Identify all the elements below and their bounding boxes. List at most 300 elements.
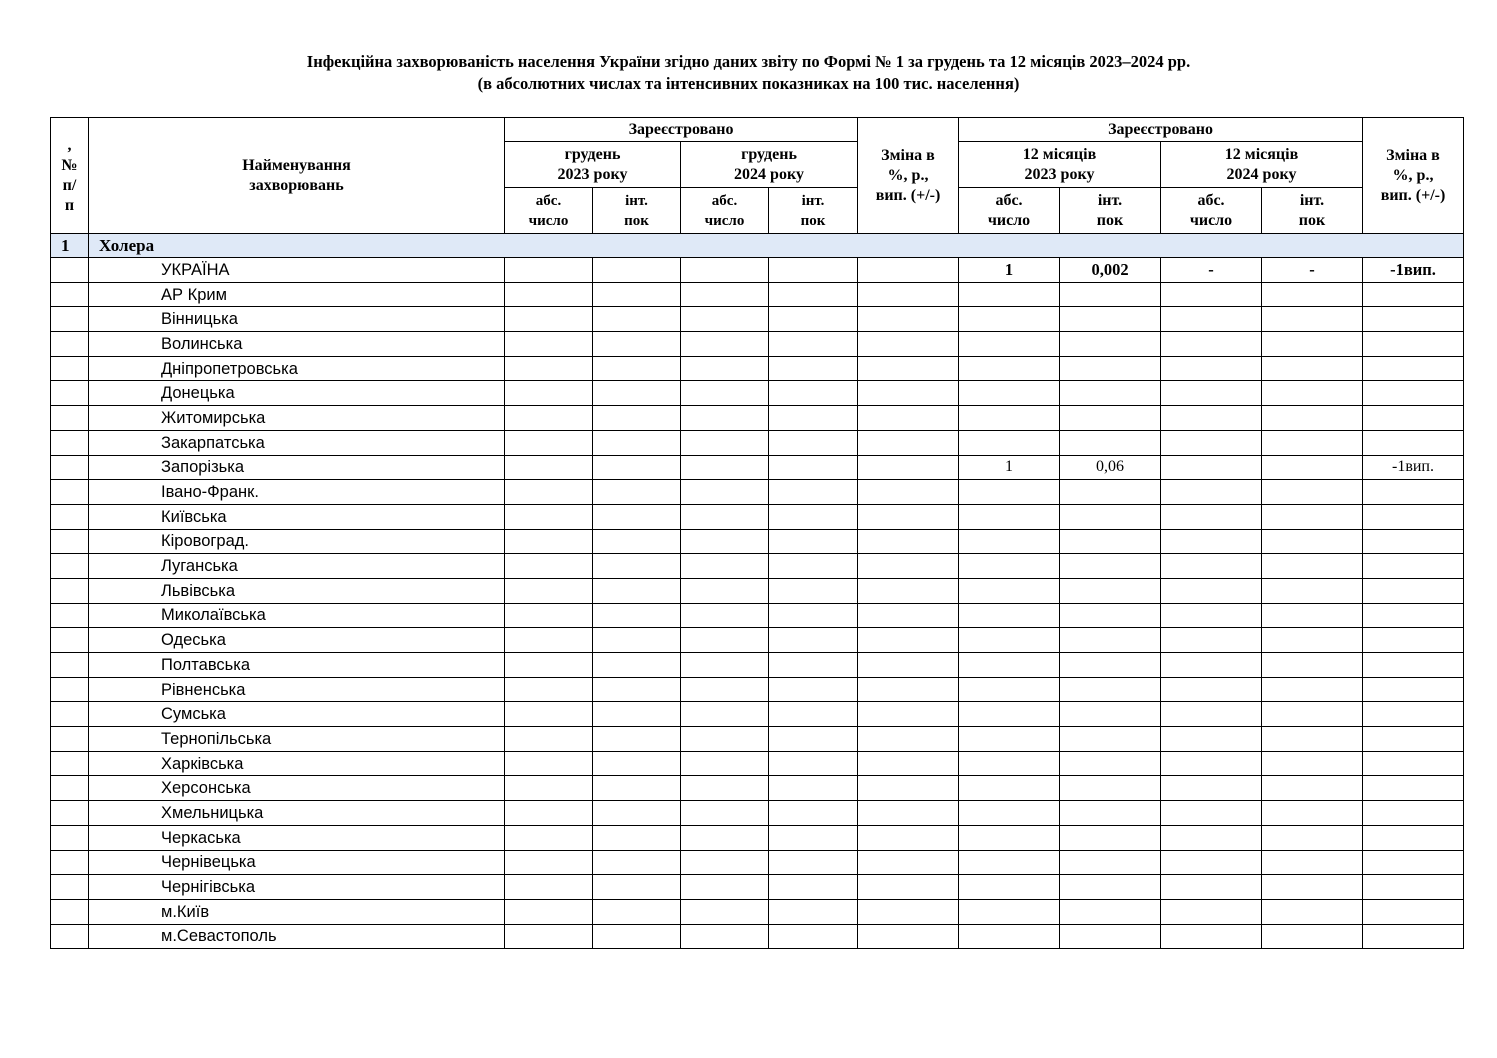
cell-y24i	[1262, 332, 1363, 357]
cell-d23a	[505, 677, 593, 702]
header-abs: абс. число	[1161, 188, 1262, 234]
cell-y23a	[959, 924, 1060, 949]
header-12m-2023: 12 місяців 2023 року	[959, 142, 1161, 188]
cell-d23a	[505, 899, 593, 924]
table-row	[51, 455, 1464, 480]
table-row	[51, 504, 1464, 529]
row-number-cell	[51, 776, 89, 801]
region-name: Івано-Франк.	[89, 480, 505, 505]
cell-y23i	[1060, 850, 1161, 875]
cell-dch	[858, 282, 959, 307]
header-12m-2024: 12 місяців 2024 року	[1161, 142, 1363, 188]
cell-y24i	[1262, 529, 1363, 554]
header-change-december: Зміна в %, р., вип. (+/-)	[858, 118, 959, 234]
cell-d23a	[505, 653, 593, 678]
cell-dch	[858, 529, 959, 554]
row-number-cell	[51, 751, 89, 776]
cell-d24i	[769, 554, 858, 579]
cell-y24a	[1161, 430, 1262, 455]
cell-d24a	[681, 603, 769, 628]
cell-d23i	[593, 554, 681, 579]
region-name: УКРАЇНА	[89, 258, 505, 283]
cell-d23a	[505, 406, 593, 431]
cell-d24a	[681, 504, 769, 529]
region-name: Харківська	[89, 751, 505, 776]
header-abs: абс. число	[959, 188, 1060, 234]
cell-y23i	[1060, 801, 1161, 826]
cell-y24i	[1262, 455, 1363, 480]
cell-d23i	[593, 653, 681, 678]
cell-ych	[1363, 751, 1464, 776]
table-row	[51, 529, 1464, 554]
cell-y23a	[959, 554, 1060, 579]
cell-d23i	[593, 282, 681, 307]
cell-d24a	[681, 455, 769, 480]
cell-y24a: -	[1161, 258, 1262, 283]
cell-y24a	[1161, 554, 1262, 579]
cell-ych	[1363, 677, 1464, 702]
cell-ych	[1363, 307, 1464, 332]
cell-d24a	[681, 356, 769, 381]
cell-ych	[1363, 727, 1464, 752]
cell-d24i	[769, 603, 858, 628]
row-number-cell	[51, 381, 89, 406]
table-row	[51, 480, 1464, 505]
region-name: Запорізька	[89, 455, 505, 480]
header-abs: абс. число	[681, 188, 769, 234]
cell-dch	[858, 381, 959, 406]
region-name: Тернопільська	[89, 727, 505, 752]
region-name: Львівська	[89, 578, 505, 603]
cell-d23i	[593, 702, 681, 727]
cell-d24a	[681, 307, 769, 332]
cell-d23i	[593, 406, 681, 431]
cell-d24a	[681, 480, 769, 505]
cell-y23a	[959, 480, 1060, 505]
region-name: Луганська	[89, 554, 505, 579]
cell-d24i	[769, 455, 858, 480]
cell-dch	[858, 875, 959, 900]
cell-y23a: 1	[959, 258, 1060, 283]
cell-y24a	[1161, 332, 1262, 357]
region-name: Київська	[89, 504, 505, 529]
header-registered-december: Зареєстровано	[505, 118, 858, 142]
cell-y23i	[1060, 628, 1161, 653]
cell-y23a	[959, 727, 1060, 752]
table-row	[51, 628, 1464, 653]
cell-y24a	[1161, 356, 1262, 381]
cell-y24i	[1262, 603, 1363, 628]
header-int: інт. пок	[769, 188, 858, 234]
cell-y24a	[1161, 899, 1262, 924]
cell-d23a	[505, 480, 593, 505]
cell-dch	[858, 603, 959, 628]
table-header	[51, 118, 1464, 234]
cell-ych	[1363, 381, 1464, 406]
cell-y23a	[959, 529, 1060, 554]
row-number-cell	[51, 578, 89, 603]
cell-d23i	[593, 356, 681, 381]
cell-d23a	[505, 455, 593, 480]
cell-y24i	[1262, 776, 1363, 801]
cell-d24i	[769, 282, 858, 307]
cell-d23a	[505, 258, 593, 283]
cell-d23a	[505, 381, 593, 406]
header-int: інт. пок	[1262, 188, 1363, 234]
cell-dch	[858, 480, 959, 505]
morbidity-table	[50, 117, 1464, 949]
cell-d24a	[681, 875, 769, 900]
table-row	[51, 850, 1464, 875]
table-row	[51, 875, 1464, 900]
cell-y23i	[1060, 529, 1161, 554]
row-number-cell	[51, 480, 89, 505]
cell-y24a	[1161, 455, 1262, 480]
region-name: Черкаська	[89, 825, 505, 850]
cell-d23i	[593, 677, 681, 702]
cell-d23i	[593, 480, 681, 505]
cell-y23a	[959, 751, 1060, 776]
table-row	[51, 356, 1464, 381]
cell-dch	[858, 578, 959, 603]
report-title	[0, 51, 1497, 95]
cell-ych	[1363, 282, 1464, 307]
cell-y23a	[959, 702, 1060, 727]
cell-dch	[858, 504, 959, 529]
cell-dch	[858, 455, 959, 480]
cell-d23a	[505, 702, 593, 727]
header-dec-2023: грудень 2023 року	[505, 142, 681, 188]
region-name: Полтавська	[89, 653, 505, 678]
cell-d23a	[505, 554, 593, 579]
cell-y23i	[1060, 406, 1161, 431]
cell-d24a	[681, 653, 769, 678]
cell-y24a	[1161, 677, 1262, 702]
row-number-cell	[51, 307, 89, 332]
cell-y24i	[1262, 282, 1363, 307]
row-number-cell	[51, 258, 89, 283]
region-name: Вінницька	[89, 307, 505, 332]
cell-y23a	[959, 578, 1060, 603]
cell-ych	[1363, 776, 1464, 801]
region-name: Херсонська	[89, 776, 505, 801]
region-name: Миколаївська	[89, 603, 505, 628]
cell-y24a	[1161, 480, 1262, 505]
cell-d23i	[593, 751, 681, 776]
table-row	[51, 801, 1464, 826]
cell-y24a	[1161, 751, 1262, 776]
cell-y24a	[1161, 924, 1262, 949]
cell-dch	[858, 677, 959, 702]
cell-d24i	[769, 899, 858, 924]
cell-y24a	[1161, 875, 1262, 900]
table-row	[51, 603, 1464, 628]
cell-y23a	[959, 356, 1060, 381]
cell-d24a	[681, 727, 769, 752]
table-row	[51, 899, 1464, 924]
table-row	[51, 332, 1464, 357]
table-row	[51, 776, 1464, 801]
cell-d23i	[593, 875, 681, 900]
cell-d24a	[681, 529, 769, 554]
cell-d24a	[681, 924, 769, 949]
cell-y23i: 0,002	[1060, 258, 1161, 283]
cell-dch	[858, 702, 959, 727]
cell-d23i	[593, 899, 681, 924]
cell-y24a	[1161, 702, 1262, 727]
table-row	[51, 430, 1464, 455]
cell-y23i	[1060, 356, 1161, 381]
cell-d23i	[593, 776, 681, 801]
cell-d24a	[681, 899, 769, 924]
cell-y24i	[1262, 628, 1363, 653]
cell-dch	[858, 751, 959, 776]
row-number-cell	[51, 603, 89, 628]
cell-d24a	[681, 578, 769, 603]
cell-d23i	[593, 578, 681, 603]
table-row	[51, 307, 1464, 332]
cell-y24i	[1262, 578, 1363, 603]
cell-d24i	[769, 381, 858, 406]
cell-d23i	[593, 727, 681, 752]
cell-d24a	[681, 702, 769, 727]
cell-dch	[858, 801, 959, 826]
title-line-2: (в абсолютних числах та інтенсивних показниках на 100 тис. населення)	[477, 74, 1020, 93]
row-number-cell	[51, 702, 89, 727]
cell-d24i	[769, 751, 858, 776]
cell-ych	[1363, 356, 1464, 381]
row-number-cell	[51, 406, 89, 431]
header-int: інт. пок	[1060, 188, 1161, 234]
cell-d24a	[681, 628, 769, 653]
cell-y24a	[1161, 653, 1262, 678]
row-number-cell	[51, 332, 89, 357]
region-name: Дніпропетровська	[89, 356, 505, 381]
cell-dch	[858, 924, 959, 949]
cell-d23i	[593, 332, 681, 357]
table-body	[51, 234, 1464, 258]
table-row	[51, 924, 1464, 949]
table-row	[51, 578, 1464, 603]
cell-d23a	[505, 578, 593, 603]
cell-d23a	[505, 332, 593, 357]
cell-d24i	[769, 653, 858, 678]
cell-ych	[1363, 702, 1464, 727]
cell-d23i	[593, 455, 681, 480]
cell-ych	[1363, 406, 1464, 431]
cell-dch	[858, 850, 959, 875]
region-name: Чернігівська	[89, 875, 505, 900]
cell-y23i	[1060, 875, 1161, 900]
cell-y24i	[1262, 850, 1363, 875]
cell-d24a	[681, 825, 769, 850]
header-disease-name: Найменування захворювань	[89, 118, 505, 234]
cell-y23i	[1060, 653, 1161, 678]
cell-d24a	[681, 258, 769, 283]
cell-d24i	[769, 702, 858, 727]
cell-d24i	[769, 406, 858, 431]
cell-y23i	[1060, 504, 1161, 529]
cell-d24a	[681, 406, 769, 431]
cell-dch	[858, 406, 959, 431]
cell-y23a	[959, 430, 1060, 455]
cell-d24i	[769, 875, 858, 900]
cell-ych	[1363, 801, 1464, 826]
title-line-1: Інфекційна захворюваність населення України згідно даних звіту по Формі № 1 за грудень та 12 місяців 2023–2024 рр.	[306, 52, 1191, 71]
cell-y23a	[959, 381, 1060, 406]
cell-y23a	[959, 628, 1060, 653]
cell-d23a	[505, 924, 593, 949]
cell-d24i	[769, 332, 858, 357]
cell-y24a	[1161, 406, 1262, 431]
cell-ych	[1363, 554, 1464, 579]
section-row-cholera	[51, 234, 1464, 258]
cell-y24a	[1161, 529, 1262, 554]
cell-dch	[858, 776, 959, 801]
region-name: Сумська	[89, 702, 505, 727]
cell-y24i	[1262, 899, 1363, 924]
region-name: Хмельницька	[89, 801, 505, 826]
cell-d24a	[681, 751, 769, 776]
cell-y23i	[1060, 702, 1161, 727]
cell-d23i	[593, 850, 681, 875]
cell-d23a	[505, 875, 593, 900]
cell-d24i	[769, 480, 858, 505]
cell-d23i	[593, 603, 681, 628]
cell-ych	[1363, 332, 1464, 357]
table-row	[51, 751, 1464, 776]
cell-d24a	[681, 850, 769, 875]
cell-y23i	[1060, 899, 1161, 924]
cell-y24a	[1161, 801, 1262, 826]
cell-ych	[1363, 603, 1464, 628]
cell-y24i	[1262, 801, 1363, 826]
header-registered-12-months: Зареєстровано	[959, 118, 1363, 142]
cell-d24i	[769, 924, 858, 949]
cell-d23a	[505, 529, 593, 554]
cell-ych	[1363, 850, 1464, 875]
cell-d24a	[681, 776, 769, 801]
cell-y23i	[1060, 430, 1161, 455]
cell-d23a	[505, 751, 593, 776]
cell-d23a	[505, 825, 593, 850]
cell-ych	[1363, 504, 1464, 529]
cell-y23i: 0,06	[1060, 455, 1161, 480]
cell-y23i	[1060, 924, 1161, 949]
row-number-cell	[51, 801, 89, 826]
row-number-cell	[51, 504, 89, 529]
cell-dch	[858, 332, 959, 357]
cell-y23i	[1060, 825, 1161, 850]
cell-y23i	[1060, 727, 1161, 752]
cell-y24i: -	[1262, 258, 1363, 283]
table-row	[51, 406, 1464, 431]
cell-y23i	[1060, 307, 1161, 332]
cell-d23a	[505, 801, 593, 826]
cell-y24i	[1262, 702, 1363, 727]
cell-y24a	[1161, 282, 1262, 307]
cell-d23i	[593, 529, 681, 554]
cell-d24i	[769, 677, 858, 702]
cell-ych: -1вип.	[1363, 455, 1464, 480]
cell-dch	[858, 653, 959, 678]
table-row	[51, 554, 1464, 579]
region-name: Кіровоград.	[89, 529, 505, 554]
cell-dch	[858, 258, 959, 283]
cell-d24i	[769, 578, 858, 603]
cell-y23a: 1	[959, 455, 1060, 480]
cell-y23a	[959, 332, 1060, 357]
cell-d24i	[769, 776, 858, 801]
cell-y23a	[959, 307, 1060, 332]
cell-d23a	[505, 776, 593, 801]
cell-dch	[858, 430, 959, 455]
region-name: Рівненська	[89, 677, 505, 702]
cell-d24i	[769, 258, 858, 283]
header-dec-2024: грудень 2024 року	[681, 142, 858, 188]
header-number: , № п/ п	[51, 118, 89, 234]
row-number-cell	[51, 677, 89, 702]
cell-y24i	[1262, 504, 1363, 529]
row-number-cell	[51, 628, 89, 653]
region-name: Закарпатська	[89, 430, 505, 455]
region-rows	[51, 258, 1464, 949]
cell-d24i	[769, 801, 858, 826]
cell-d24a	[681, 282, 769, 307]
cell-y23i	[1060, 381, 1161, 406]
section-name: Холера	[89, 234, 1464, 258]
cell-d24a	[681, 801, 769, 826]
table-row	[51, 677, 1464, 702]
cell-y23a	[959, 603, 1060, 628]
cell-d23i	[593, 430, 681, 455]
cell-dch	[858, 356, 959, 381]
row-number-cell	[51, 653, 89, 678]
cell-y24i	[1262, 430, 1363, 455]
cell-ych	[1363, 825, 1464, 850]
row-number-cell	[51, 282, 89, 307]
cell-d23i	[593, 924, 681, 949]
cell-y23i	[1060, 603, 1161, 628]
cell-y24i	[1262, 677, 1363, 702]
row-number-cell	[51, 529, 89, 554]
region-name: Житомирська	[89, 406, 505, 431]
cell-ych	[1363, 628, 1464, 653]
cell-y24i	[1262, 480, 1363, 505]
cell-y24a	[1161, 603, 1262, 628]
cell-y24a	[1161, 307, 1262, 332]
cell-d24a	[681, 332, 769, 357]
cell-dch	[858, 899, 959, 924]
cell-d23i	[593, 825, 681, 850]
cell-d23a	[505, 850, 593, 875]
cell-d23i	[593, 801, 681, 826]
cell-y23a	[959, 801, 1060, 826]
cell-y24i	[1262, 356, 1363, 381]
cell-d24i	[769, 628, 858, 653]
cell-d24i	[769, 850, 858, 875]
cell-ych	[1363, 578, 1464, 603]
cell-d23i	[593, 504, 681, 529]
cell-d24i	[769, 504, 858, 529]
row-number-cell	[51, 430, 89, 455]
cell-d23i	[593, 628, 681, 653]
cell-ych	[1363, 529, 1464, 554]
row-number-cell	[51, 455, 89, 480]
cell-d24i	[769, 529, 858, 554]
row-number-cell	[51, 825, 89, 850]
cell-d23a	[505, 282, 593, 307]
